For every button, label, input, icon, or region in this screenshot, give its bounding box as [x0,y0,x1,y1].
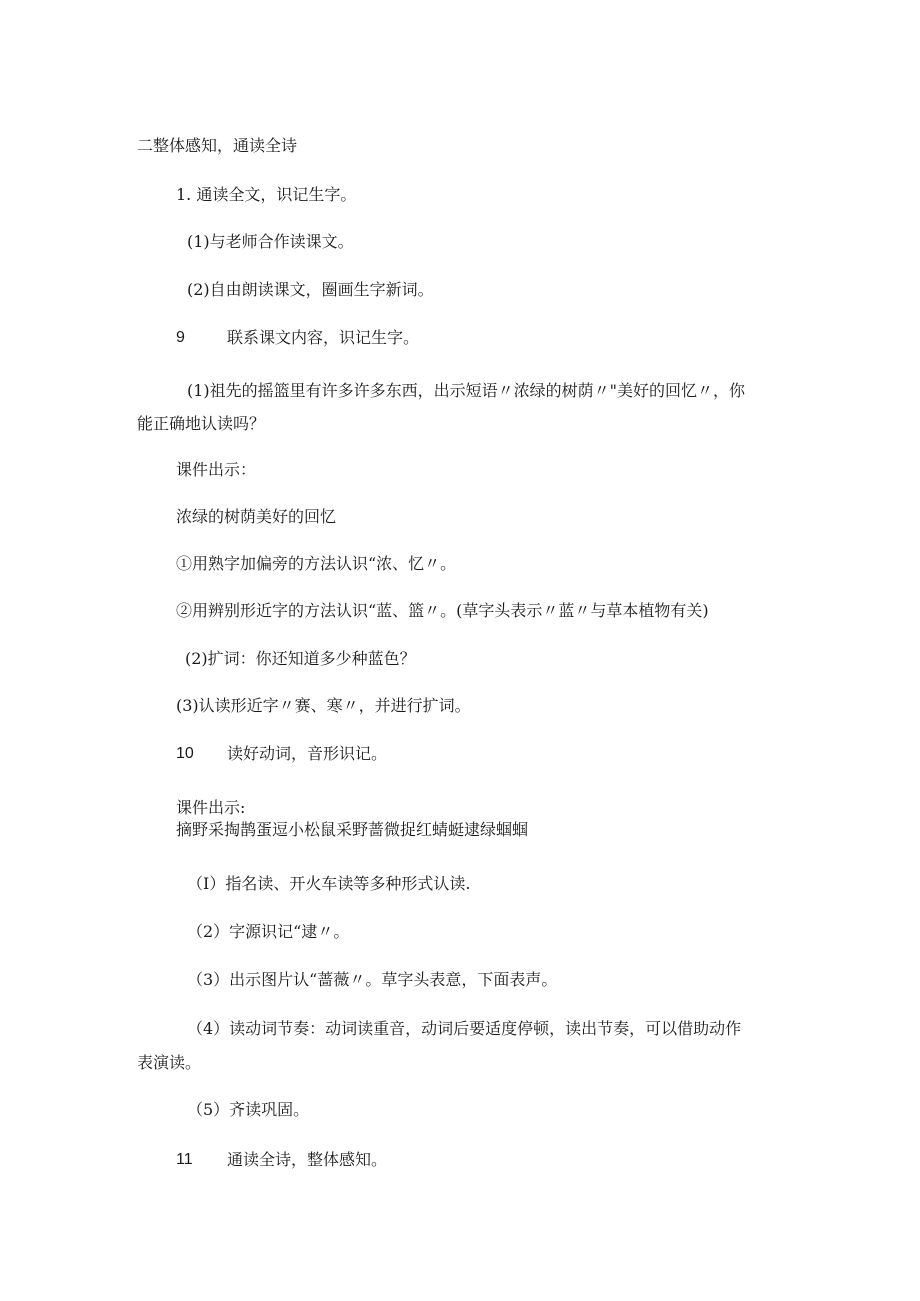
item-number: 11 [176,1151,193,1168]
phrase-line: 浓绿的树荫美好的回忆 [176,507,337,526]
phrase-line: 摘野采掏鹊蛋逗小松鼠采野蔷微捉红蜻蜓逮绿蝈蝈 [176,820,529,839]
list-item: (2)自由朗读课文，圈画生字新词。 [187,280,434,299]
list-item: （2）字源识记“逮〃。 [187,922,350,941]
list-item: （3）出示图片认“蔷薇〃。草字头表意，下面表声。 [187,970,558,989]
item-number: 9 [176,329,185,346]
courseware-label: 课件出示: [176,798,246,817]
list-item: 通读全诗，整体感知。 [227,1150,388,1169]
paragraph-line: 能正确地认读吗？ [137,414,266,433]
item-number: 10 [176,745,194,762]
list-item: (3)认读形近字〃赛、寒〃，并进行扩词。 [176,696,471,715]
paragraph-line: （4）读动词节奏：动词读重音，动词后要适度停顿，读出节奏，可以借助动作 [187,1019,742,1038]
list-item: ②用辨别形近字的方法认识“蓝、篮〃。(草字头表示〃蓝〃与草本植物有关) [176,601,709,620]
paragraph-line: (1)祖先的摇篮里有许多许多东西，出示短语〃浓绿的树荫〃"美好的回忆〃，你 [187,381,746,400]
list-item: 1. 通读全文，识记生字。 [176,185,357,204]
list-item: （5）齐读巩固。 [187,1100,310,1119]
courseware-label: 课件出示： [176,460,257,479]
list-item: ①用熟字加偏旁的方法认识“浓、忆〃。 [176,554,457,573]
list-item: 读好动词，音形识记。 [227,744,388,763]
section-heading: 二整体感知，通读全诗 [137,136,298,155]
paragraph-line: 表演读。 [137,1053,202,1072]
list-item: 联系课文内容，识记生字。 [227,328,420,347]
list-item: （I）指名读、开火车读等多种形式认读. [187,874,471,893]
list-item: (2)扩词：你还知道多少种蓝色？ [185,649,416,668]
list-item: (1)与老师合作读课文。 [187,232,354,251]
